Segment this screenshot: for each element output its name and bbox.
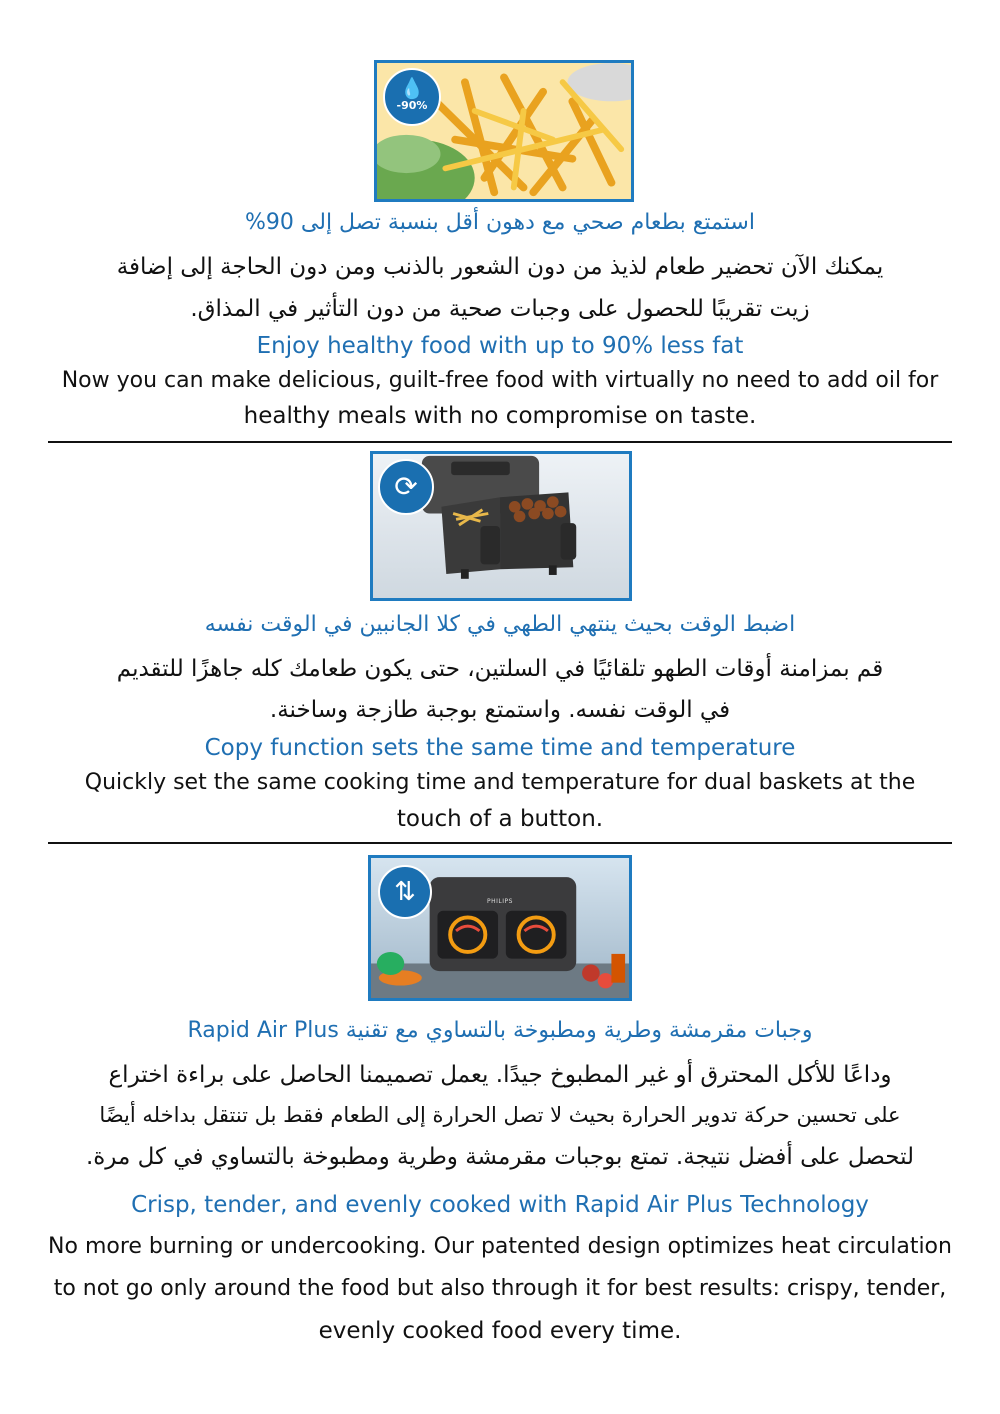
section-2-ar-title: اضبط الوقت بحيث ينتهي الطهي في كلا الجانبين في الوقت نفسه [204,612,796,637]
section-1-ar-title: استمتع بطعام صحي مع دهون أقل بنسبة تصل إلى 90% [245,210,755,235]
less-fat-badge [383,68,441,126]
section-1-ar-line-1: يمكنك الآن تحضير طعام لذيذ من دون الشعور بالذنب ومن دون الحاجة إلى إضافة [116,254,884,280]
section-2-en-line-2: touch of a button. [396,806,604,832]
section-3-en-line-2: to not go only around the food but also through it for best results: crispy, tender, [53,1276,947,1301]
section-3-ar-line-1: وداعًا للأكل المحترق أو غير المطبوخ جيدًا. يعمل تصميمنا الحاصل على براءة اختراع [108,1062,892,1088]
section-3-ar-line-2: على تحسين حركة تدوير الحرارة بحيث لا تصل الحرارة إلى الطعام فقط بل تنتقل بداخله أيضًا [99,1103,901,1127]
section-3-ar-title: وجبات مقرمشة وطرية ومطبوخة بالتساوي مع تقنية Rapid Air Plus [187,1018,813,1043]
drop-icon: 💧 [399,76,425,100]
section-2-en-title: Copy function sets the same time and temperature [204,735,796,761]
section-1-ar-line-2: زيت تقريبًا للحصول على وجبات صحية من دون التأثير في المذاق. [190,296,810,322]
section-1-en-title: Enjoy healthy food with up to 90% less fat [256,333,744,359]
section-2-en-line-1: Quickly set the same cooking time and temperature for dual baskets at the [84,770,916,795]
rapid-air-icon: ⇅ [378,865,432,919]
section-2-ar-line-2: في الوقت نفسه. واستمتع بوجبة طازجة وساخنة. [269,697,731,723]
brand-label: PHILIPS [487,898,513,905]
section-1-en-line-1: Now you can make delicious, guilt-free food with virtually no need to add oil for [61,368,939,393]
section-1-en-line-2: healthy meals with no compromise on taste. [243,403,757,429]
section-2-ar-line-1: قم بمزامنة أوقات الطهو تلقائيًا في السلتين، حتى يكون طعامك كله جاهزًا للتقديم [116,656,884,682]
badge-label: -90% [396,99,428,112]
divider-2 [48,842,952,844]
section-3-ar-line-3: لتحصل على أفضل نتيجة. تمتع بوجبات مقرمشة وطرية ومطبوخة بالتساوي في كل مرة. [85,1144,915,1170]
section-3-en-line-1: No more burning or undercooking. Our patented design optimizes heat circulation [48,1234,952,1259]
divider-1 [48,441,952,443]
section-3-en-title: Crisp, tender, and evenly cooked with Rapid Air Plus Technology [131,1192,869,1218]
section-3-en-line-3: evenly cooked food every time. [318,1318,682,1344]
sync-timer-icon: ⟳ [378,459,434,515]
